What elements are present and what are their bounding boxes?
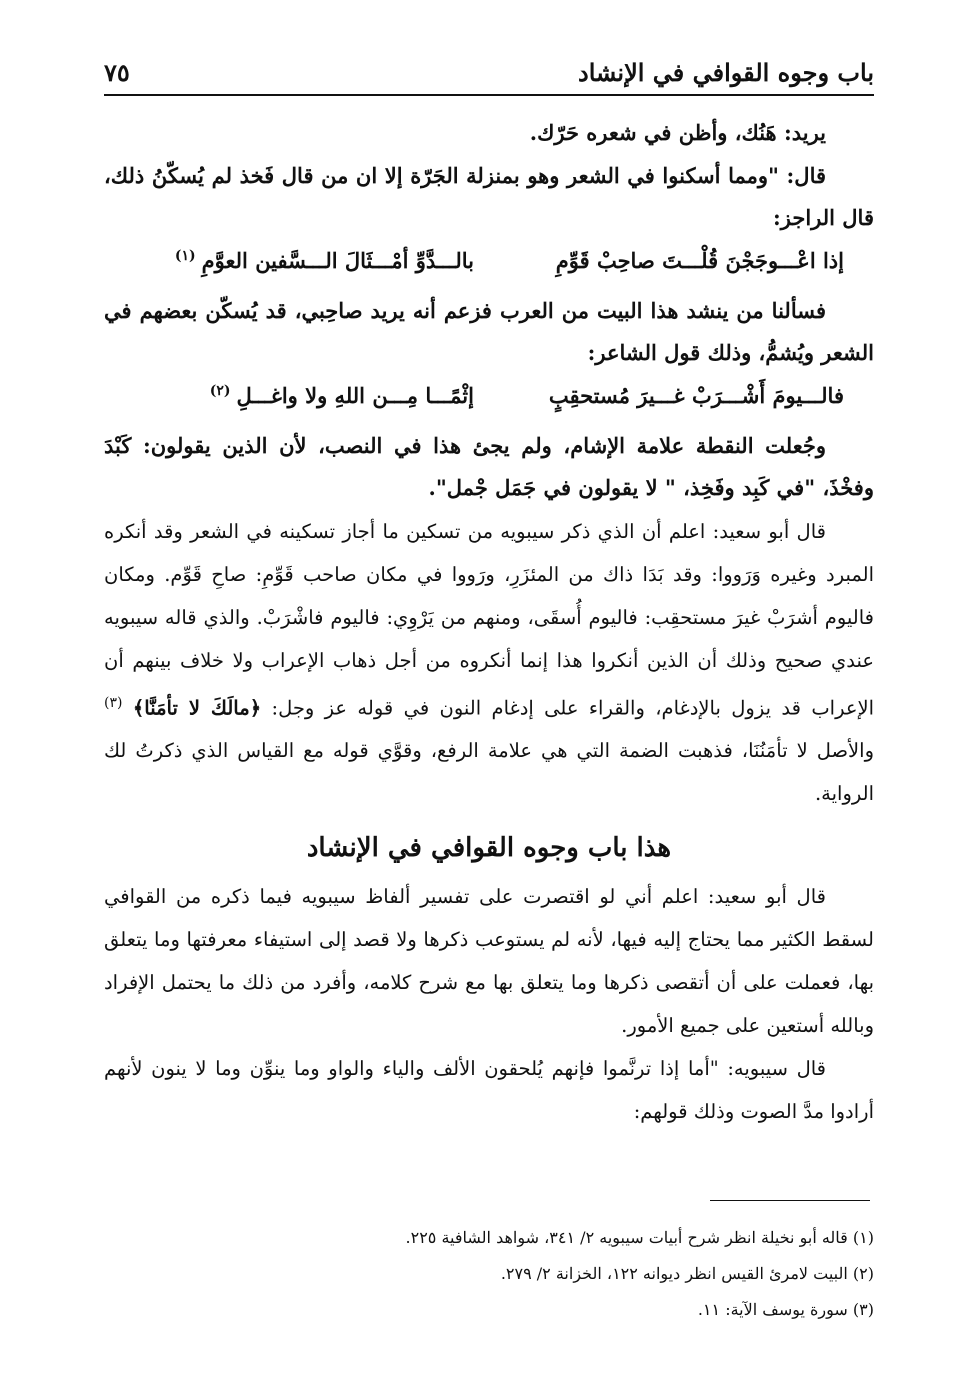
paragraph-5-tail: والأصل لا تأمَنُنَا، فذهبت الضمة التي هي علامة الرفع، وقوَّي قوله مع القياس الذي ذكرتُ لك الرواية. [104, 739, 874, 805]
running-title: باب وجوه القوافي في الإنشاد [578, 58, 874, 87]
paragraph-7: قال سيبويه: "أما إذا ترنَّموا فإنهم يُلحقون الألف والياء والواو وما ينوِّن وما لا ينون لأنهم أرادوا مدَّ الصوت وذلك قولهم: [104, 1057, 874, 1123]
verse-1 [104, 240, 874, 290]
running-header [104, 52, 874, 96]
page-number: ٧٥ [104, 58, 130, 87]
main-text [104, 112, 874, 1133]
paragraph-5-text: قال أبو سعيد: اعلم أن الذي ذكر سيبويه من تسكين ما أجاز تسكينه في الشعر وقد أنكره المبرد وغيره وَرَووا: وقد بَدَا ذاك من المئزَرِ، ورَووا في مكان صاحب قَوِّمِ: صاحِ قَوِّم. ومكان فاليوم أشرَبْ غيرَ مستحقِب: فاليوم أُسقَى، ومنهم من يَرْوِي: فاليوم فاشْرَبْ. والذي قاله سيبويه عندي صحيح وذلك أن الذين أنكروا هذا إنما أنكروه من أجل ذهاب الإعراب ولا خلاف بينهم أن الإعراب قد يزول بالإدغام، والقراء على إدغام النون في قوله عز وجل: [104, 519, 875, 719]
verse-1-hemistich-2-text: بالـــدَّوِّ أمْـــثَالَ الـــسَّفين العوَّمِ [201, 247, 474, 273]
footnote-ref-2: (٢) [209, 382, 231, 399]
paragraph-4: وجُعلت النقطة علامة الإشام، ولم يجئ هذا في النصب، لأن الذين يقولون: كَبْدَ وفخْذَ، "في كَبِد وفَخِذ، " لا يقولون في جَمَل جْمل". [104, 432, 874, 500]
footnote-1: (١) قاله أبو نخيلة انظر شرح أبيات سيبويه ٢/ ٣٤١، شواهد الشافية ٢٢٥. [405, 1228, 874, 1247]
footnote-separator [710, 1200, 870, 1201]
footnote-ref-3: (٣) [104, 694, 123, 711]
verse-1-hemistich-2 [175, 248, 474, 273]
paragraph-6: قال أبو سعيد: اعلم أني لو اقتصرت على تفسير ألفاظ سيبويه فيما ذكره من القوافي لسقط الكثير مما يحتاج إليه فيها، لأنه لم يستوعب ذكرها ولا قصد إلى استيفاء معرفتها وما يتعلق بها، فعملت على أن أتقصى ذكرها وما يتعلق بها مع شرح كلامه، وأفرد من ذلك ما يحتمل الإفراد وبالله أستعين على جميع الأمور. [104, 885, 874, 1037]
paragraph-5 [104, 510, 874, 816]
footnote-ref-1: (١) [174, 247, 196, 264]
footnote-2: (٢) البيت لامرئ القيس انظر ديوانه ١٢٢، الخزانة ٢/ ٢٧٩. [500, 1264, 874, 1283]
paragraph-1: يريد: هَنُك، وأظن في شعره حَرّك. [529, 120, 826, 145]
paragraph-3: فسألنا من ينشد هذا البيت من العرب فزعم أنه يريد صاحِبي، قد يُسكّن بعضهم في الشعر ويُشمُّ، وذلك قول الشاعر: [104, 297, 874, 365]
verse-1-hemistich-1: إذا اعْـــوجَجْنَ قُلْـــتَ صاحِبْ قَوِّمِ [555, 247, 844, 273]
verse-2-hemistich-1: فالـــيومَ أَشْـــرَبْ غـــيرَ مُستحقِبٍ [548, 382, 844, 408]
footnotes [104, 1220, 874, 1328]
header-rule [104, 94, 874, 96]
verse-2-hemistich-2-text: إثْمًـــا مِـــن اللهِ ولا واغـــلِ [236, 382, 474, 408]
footnote-3: (٣) سورة يوسف الآية: ١١. [697, 1300, 874, 1319]
paragraph-2: قال: "ومما أسكنوا في الشعر وهو بمنزلة الجَرّة إلا ان من قال فَخذ لم يُسكّنُ ذلك، قال الراجز: [104, 162, 874, 230]
quran-quote: ﴿مالَكَ لا تأمَنَّا﴾ [132, 696, 262, 719]
verse-2 [104, 375, 874, 425]
verse-2-hemistich-2 [210, 383, 474, 408]
section-title: هذا باب وجوه القوافي في الإنشاد [306, 833, 672, 863]
